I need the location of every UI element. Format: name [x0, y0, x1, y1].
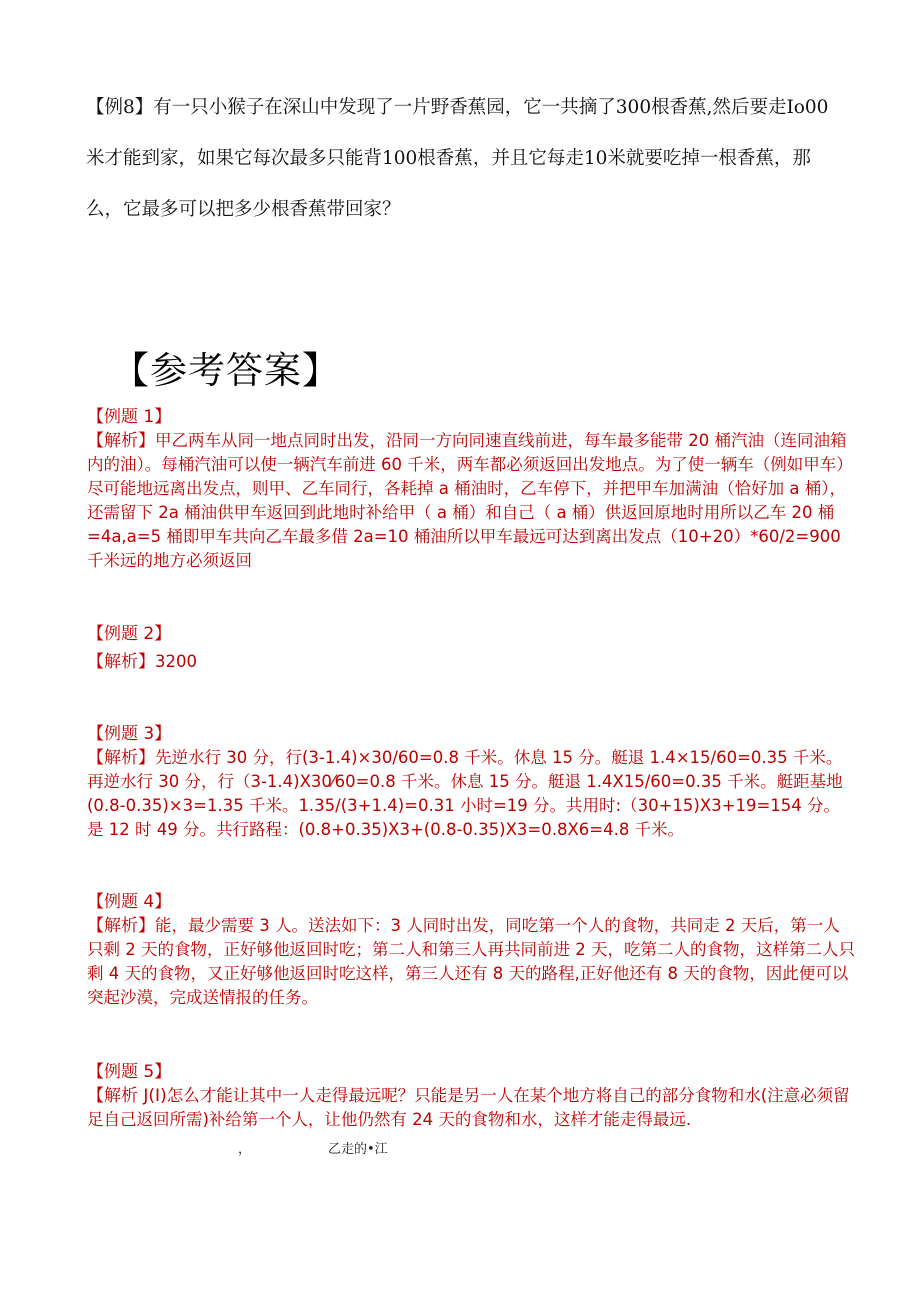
bottom-note-text: 乙走的•江: [328, 1142, 388, 1157]
answer-2-text: 3200: [155, 652, 197, 671]
answer-4-title: 【例题 4】: [87, 892, 172, 912]
answer-3: [87, 722, 855, 842]
answer-4-body: [87, 914, 855, 1010]
answer-5-label: 【解析 J(I): [87, 1086, 167, 1106]
answer-5: [87, 1060, 855, 1132]
answer-4-label: 【解析】: [87, 916, 155, 936]
answer-1-text: 甲乙两车从同一地点同时出发，沿同一方向同速直线前进，每车最多能带 20 桶汽油（连同油箱内的油）。每桶汽油可以使一辆汽车前进 60 千米，两车都必须返回出发地点。为了使一辆车（例如甲车）尽可能地远离出发点，则甲、乙车同行，各耗掉 a 桶油时，乙车停下，并把甲车加满油（恰好加 a 桶），还需留下 2a 桶油供甲车返回到此地时补给甲（ a 桶）和自己（ a 桶）供返回原地时用所以乙车 20 桶=4a,a=5 桶即甲车共向乙车最多借 2a=10 桶油所以甲车最远可达到离出发点（10+20）*60/2=900 千米远的地方必须返回: [87, 431, 853, 570]
answer-5-text: 怎么才能让其中一人走得最远呢？只能是另一人在某个地方将自己的部分食物和水(注意必须留足自己返回所需)补给第一个人，让他仍然有 24 天的食物和水，这样才能走得最远.: [87, 1086, 850, 1129]
answer-5-body: [87, 1084, 855, 1132]
answer-4-text: 能，最少需要 3 人。送法如下：3 人同时出发，同吃第一个人的食物，共同走 2 天后，第一人只剩 2 天的食物，正好够他返回时吃；第二人和第三人再共同前进 2 天，吃第二人的食物，这样第二人只剩 4 天的食物，又正好够他返回时吃这样，第三人还有 8 天的路程,正好他还有 8 天的食物，因此便可以突起沙漠，完成送情报的任务。: [87, 916, 855, 1007]
answer-2-label: 【解析】: [87, 652, 155, 672]
answer-1-title: 【例题 1】: [87, 407, 172, 427]
answer-3-label: 【解析】: [87, 748, 155, 768]
answer-1: [87, 405, 855, 573]
answer-4: [87, 890, 855, 1010]
answer-5-title: 【例题 5】: [87, 1062, 172, 1082]
answer-1-label: 【解析】: [87, 431, 155, 451]
answer-2-body: [87, 650, 855, 674]
bottom-note-comma: ，: [238, 1142, 252, 1157]
answer-2: [87, 622, 855, 674]
example-8-problem: 【例8】有一只小猴子在深山中发现了一片野香蕉园，它一共摘了300根香蕉,然后要走Io00米才能到家，如果它每次最多只能背100根香蕉，并且它每走10米就要吃掉一根香蕉，那么，它最多可以把多少根香蕉带回家？: [86, 97, 829, 220]
answer-3-text: 先逆水行 30 分，行(3-1.4)×30/60=0.8 千米。休息 15 分。艇退 1.4×15/60=0.35 千米。再逆水行 30 分，行（3-1.4)X30⁄60=0.8 千米。休息 15 分。艇退 1.4X15/60=0.35 千米。艇距基地(0.8-0.35)×3=1.35 千米。1.35/(3+1.4)=0.31 小时=19 分。共用时:（30+15)X3+19=154 分。是 12 时 49 分。共行路程：(0.8+0.35)X3+(0.8-0.35)X3=0.8X6=4.8 千米。: [87, 748, 843, 839]
answer-heading: 【参考答案】: [112, 349, 340, 392]
answer-2-title: 【例题 2】: [87, 624, 172, 644]
answer-3-title: 【例题 3】: [87, 724, 172, 744]
answer-1-body: [87, 429, 855, 573]
answer-3-body: [87, 746, 855, 842]
